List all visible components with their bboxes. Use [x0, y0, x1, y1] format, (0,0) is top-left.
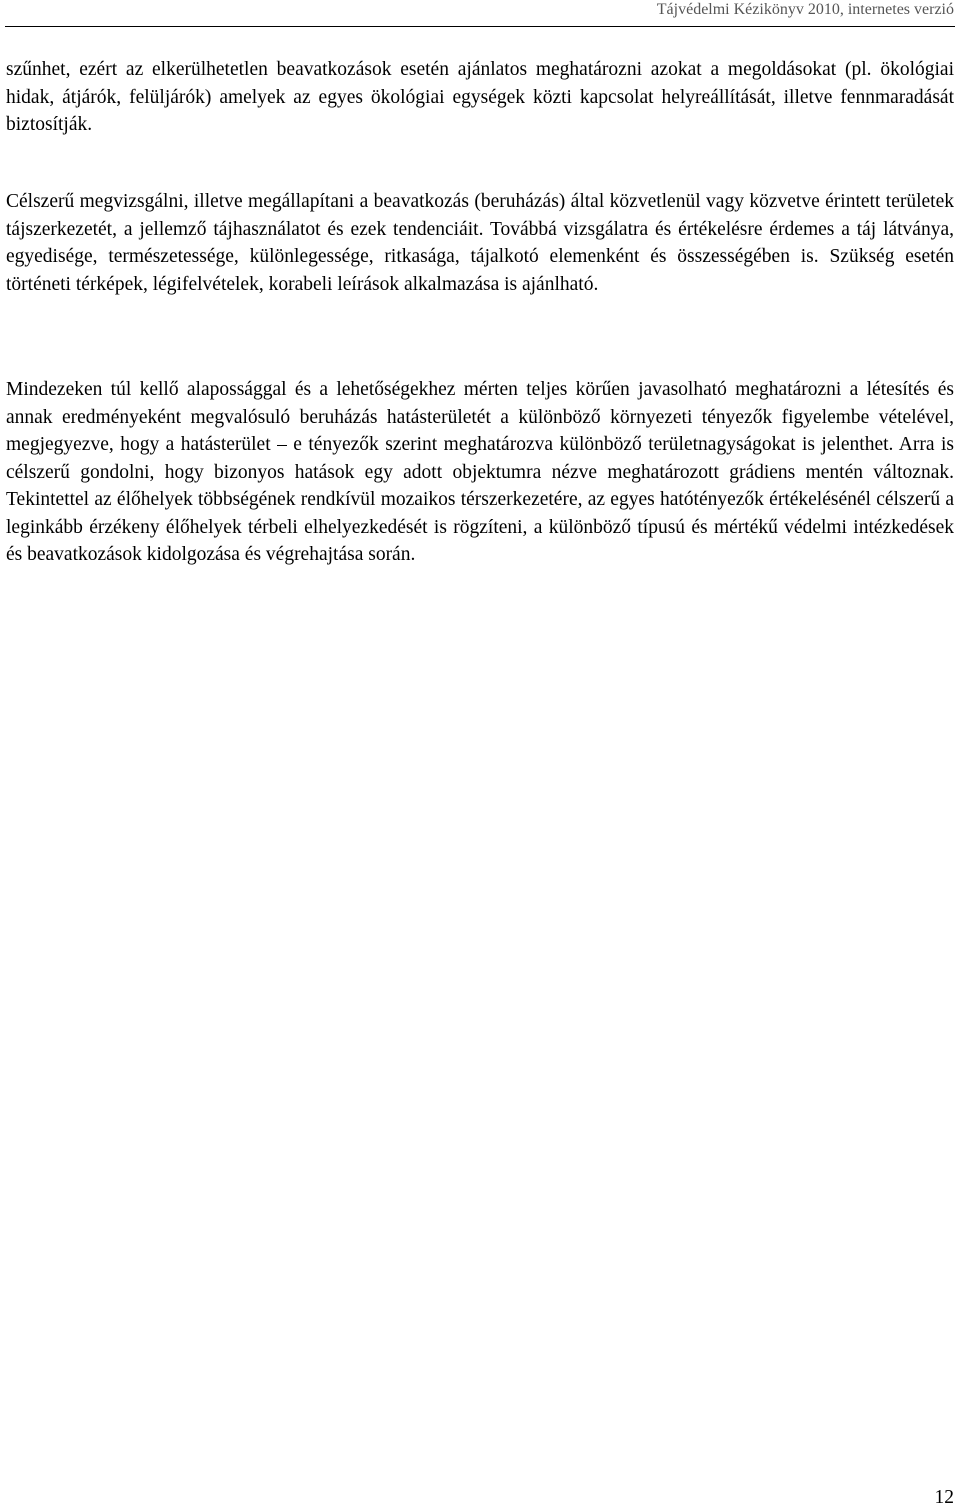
header-divider: [5, 26, 955, 27]
running-header: Tájvédelmi Kézikönyv 2010, internetes verzió: [656, 1, 954, 18]
paragraph-1: szűnhet, ezért az elkerülhetetlen beavatkozások esetén ajánlatos meghatározni azokat a megoldásokat (pl. ökológiai hidak, átjárók, felüljárók) amelyek az egyes ökológiai egységek közti kapcsolat helyreállítását, illetve fennmaradását biztosítják.: [6, 59, 954, 135]
paragraph-3: Mindezeken túl kellő alapossággal és a lehetőségekhez mérten teljes körűen javasolható meghatározni a létesítés és annak eredményeként megvalósuló beruházás hatásterületét a különböző környezeti tényezők figyelembe vételével, megjegyezve, hogy a hatásterület – e tényezők szerint meghatározva különböző területnagyságokat is jelenthet. Arra is célszerű gondolni, hogy bizonyos hatások egy adott objektumra nézve meghatározott grádiens mentén változnak. Tekintettel az élőhelyek többségének rendkívül mozaikos térszerkezetére, az egyes hatótényezők értékelésénél célszerű a leginkább érzékeny élőhelyek térbeli elhelyezkedését is rögzíteni, a különböző típusú és mértékű védelmi intézkedések és beavatkozások kidolgozása és végrehajtása során.: [6, 379, 954, 565]
page-number: 12: [934, 1487, 954, 1508]
paragraph-2: Célszerű megvizsgálni, illetve megállapítani a beavatkozás (beruházás) által közvetlenül vagy közvetve érintett területek tájszerkezetét, a jellemző tájhasználatot és ezek tendenciáit. Továbbá vizsgálatra és értékelésre érdemes a táj látványa, egyedisége, természetessége, különlegessége, ritkasága, tájalkotó elemenként és összességében is. Szükség esetén történeti térképek, légifelvételek, korabeli leírások alkalmazása is ajánlható.: [6, 191, 954, 295]
